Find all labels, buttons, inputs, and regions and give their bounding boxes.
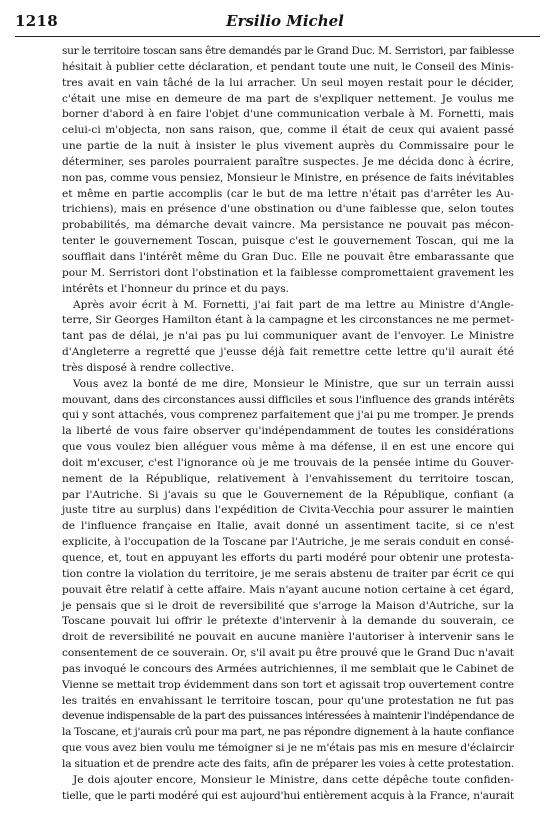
text-line: la liberté de vous faire observer qu'indépendamment de toutes les considérations [62,425,514,438]
text-line: nement de la République, relativement à l'envahissement du territoire toscan, [62,472,514,485]
text-line: les traités en envahissant le territoire toscan, pour qu'une protestation ne fut pas [62,694,514,707]
text-line: trichiens), mais en présence d'une obstination ou d'une faiblesse que, selon toutes [62,203,514,216]
text-line: terre, Sir Georges Hamilton étant à la campagne et les circonstances ne me permet- [62,314,514,327]
text-line: quence, et, tout en appuyant les efforts du parti modéré pour obtenir une protesta- [62,552,514,564]
text-line: pouvait être relatif à cette affaire. Mais n'ayant aucune notion certaine à cet égard, [62,583,514,596]
text-line: consentement de ce souverain. Or, s'il avait pu être prouvé que le Grand Duc n'avait [62,647,514,660]
text-line: droit de reversibilité ne pouvait en aucune manière l'autoriser à intervenir sans le [62,631,514,644]
text-line: pas invoqué le concours des Armées autrichiennes, il me semblait que le Cabinet de [62,662,514,675]
text-line: sur le territoire toscan sans être demandés par le Grand Duc. M. Serristori, par faiblesse [62,45,514,57]
text-line: d'Angleterre a regretté que j'eusse déjà fait remettre cette lettre qu'il aurait été [62,346,514,359]
text-line: Vienne se mettait trop évidemment dans son tort et agissait trop ouvertement contre [62,678,514,691]
text-line: par l'Autriche. Si j'avais su que le Gouvernement de la République, confiant (a [62,488,514,501]
paragraph-4 [62,773,514,805]
text-line: pour M. Serristori dont l'obstination et la faiblesse compromettaient gravement les [62,266,514,279]
paragraph-3 [62,377,514,773]
text-line: hésitait à publier cette déclaration, et pendant toute une nuit, le Conseil des Minis- [62,60,514,73]
text-line: juste titre au surplus) dans l'expédition de Civita-Vecchia pour assurer le maintien [62,504,514,517]
text-line: tenter le gouvernement Toscan, puisque c'est le gouvernement Toscan, qui me la [62,235,514,248]
text-line: devenue indispensable de la part des puissances intéressées à maintenir l'indépendance de [62,710,514,723]
text-line: très disposé à rendre collective. [62,361,235,374]
page-number: 1218 [15,12,58,30]
text-line: mouvant, dans des circonstances aussi difficiles et sous l'influence des grands intérêts [62,393,515,406]
body-text [62,44,514,805]
text-line: la situation et de prendre acte des faits, afin de préparer les voies à cette protestation. [62,757,515,770]
text-line: de l'influence française en Italie, avait donné un assentiment tacite, si ce n'est [62,520,514,533]
text-line: la Toscane, et j'aurais crû pour ma part, ne pas répondre dignement à la haute confiance [62,726,514,739]
text-line: tielle, que le parti modéré qui est aujourd'hui entièrement acquis à la France, n'aurait [62,789,514,802]
text-line: celui-ci m'objecta, non sans raison, que, comme il était de ceux qui avaient passé [62,124,514,137]
text-line: doit m'excuser, c'est l'ignorance où je me trouvais de la pensée intime du Gouver- [62,456,514,469]
text-line: tres avait en vain tâché de la lui arracher. Un seul moyen restait pour le décider, [62,76,514,89]
text-line: une partie de la nuit à insister le plus vivement auprès du Commissaire pour le [62,140,514,153]
text-line: intérêts et l'honneur du prince et du pays. [62,282,290,295]
text-line: tant pas de délai, je n'ai pas pu lui communiquer avant de l'envoyer. Le Ministre [62,330,514,343]
paragraph-2 [62,298,514,377]
text-line: soufflait dans l'intérêt même du Gran Duc. Elle ne pouvait être embarassante que [62,250,514,263]
paragraph-1 [62,44,514,298]
text-line: déterminer, ses paroles pourraient paraître suspectes. Je me décida donc à écrire, [62,155,514,168]
text-line: Vous avez la bonté de me dire, Monsieur le Ministre, que sur un terrain aussi [73,377,514,390]
text-line: explicite, à l'occupation de la Toscane par l'Autriche, je me serais conduit en consé- [62,536,514,549]
page-header [0,0,550,40]
text-line: que vous voulez bien alléguer vous même à ma défense, il en est une encore qui [62,441,514,454]
text-line: tion contre la violation du territoire, je me serais abstenu de traiter par écrit ce qui [62,567,514,580]
text-line: je pensais que si le droit de reversibilité que s'arroge la Maison d'Autriche, sur la [62,599,514,612]
text-line: Toscane pouvait lui offrir le prétexte d'intervenir à la demande du souverain, ce [62,615,514,628]
text-line: c'était une mise en demeure de ma part de s'expliquer nettement. Je voulus me [62,92,514,105]
text-line: qui y sont attachés, vous comprenez parfaitement que j'ai pu me tromper. Je prends [62,409,514,422]
running-head: Ersilio Michel [226,12,344,30]
text-line: non pas, comme vous pensiez, Monsieur le Ministre, en présence de faits inévitables [62,171,514,184]
header-rule [15,36,540,37]
text-line: Après avoir écrit à M. Fornetti, j'ai fait part de ma lettre au Ministre d'Angle- [73,298,514,311]
text-line: et même en partie accomplis (car le but de ma lettre n'était pas d'arrêter les Au- [62,187,514,200]
text-line: probabilités, ma démarche devait vaincre. Ma persistance ne pouvait pas mécon- [62,219,514,232]
text-line: Je dois ajouter encore, Monsieur le Ministre, dans cette dépêche toute confiden- [73,773,514,786]
text-line: que vous avez bien voulu me témoigner si je ne m'étais pas mis en mesure d'éclaircir [62,742,514,755]
text-line: borner d'abord à en faire l'objet d'une communication verbale à M. Fornetti, mais [62,108,514,121]
